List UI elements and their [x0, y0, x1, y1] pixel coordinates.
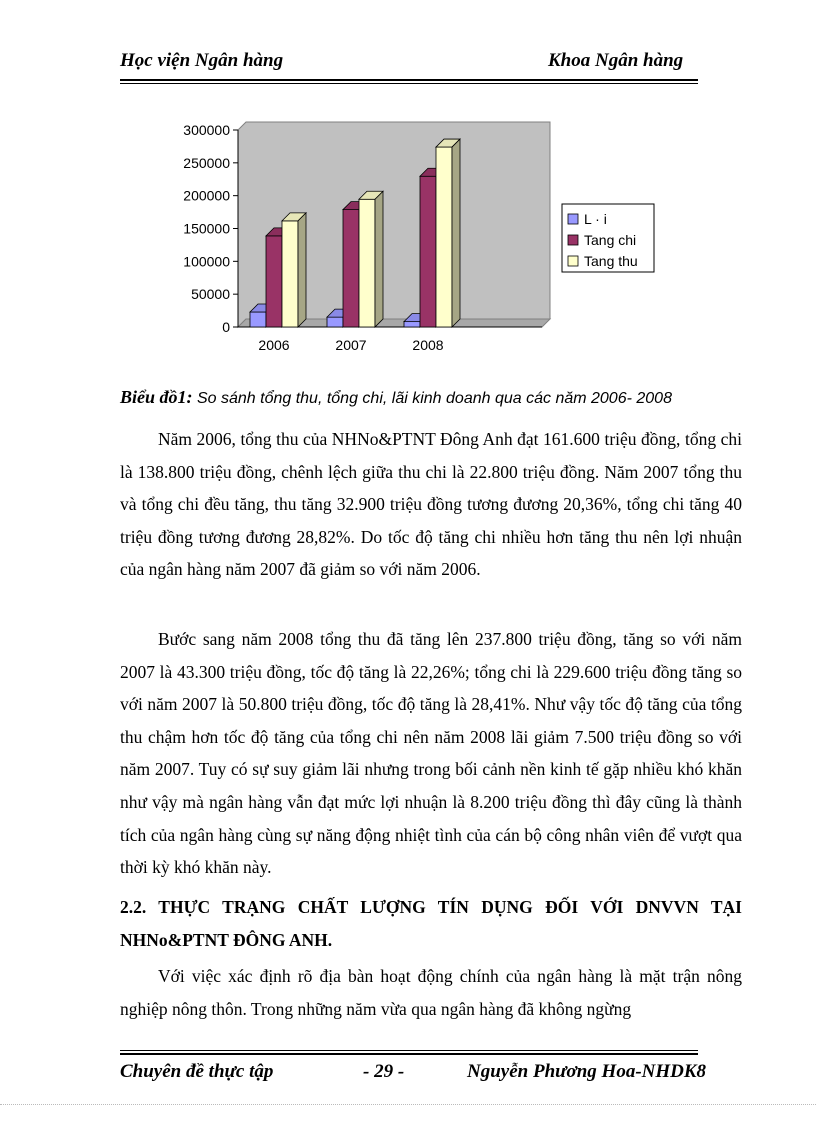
- header-right: Khoa Ngân hàng: [548, 50, 684, 71]
- header-rule-thin: [120, 83, 698, 84]
- page-number: - 29 -: [363, 1061, 405, 1082]
- paragraph-2: Bước sang năm 2008 tổng thu đã tăng lên 237.800 triệu đồng, tăng so với năm 2007 là 43.300 triệu đồng, tốc độ tăng là 22,26%; tổng chi là 229.600 triệu đồng tăng so với năm 2007 là 50.800 triệu đồng, tốc độ tăng là 28,41%. Như vậy tốc độ tăng của tổng thu chậm hơn tốc độ tăng của tổng chi nên năm 2008 lãi giảm 7.500 triệu đồng so với năm 2007. Tuy có sự suy giảm lãi nhưng trong bối cảnh nền kinh tế gặp nhiều khó khăn như vậy mà ngân hàng vẫn đạt mức lợi nhuận là 8.200 triệu đồng thì đây cũng là thành tích của ngân hàng cùng sự năng động nhiệt tình của cán bộ công nhân viên để vượt qua thời kỳ khó khăn này.: [120, 629, 742, 878]
- bar: [404, 322, 420, 327]
- header-rule: [120, 79, 698, 81]
- x-tick-label: 2008: [412, 337, 444, 353]
- header-left: Học viện Ngân hàng: [120, 50, 284, 71]
- bar-side: [375, 191, 383, 327]
- paragraph-3: Với việc xác định rõ địa bàn hoạt động chính của ngân hàng là mặt trận nông nghiệp nông thôn. Trong những năm vừa qua ngân hàng đã không ngừng: [120, 966, 742, 1019]
- y-tick-label: 0: [222, 319, 230, 335]
- section-heading: 2.2. THỰC TRẠNG CHẤT LƯỢNG TÍN DỤNG ĐỐI VỚI DNVVN TẠI NHNo&PTNT ĐÔNG ANH.: [120, 897, 742, 950]
- bar: [436, 147, 452, 327]
- y-tick-label: 250000: [183, 154, 230, 171]
- y-tick-label: 150000: [183, 220, 230, 237]
- footer-rule: [120, 1053, 698, 1055]
- legend-label: Tang thu: [584, 253, 638, 269]
- legend-swatch: [568, 256, 578, 266]
- bar: [327, 317, 343, 327]
- bar: [359, 199, 375, 327]
- paragraph-1: Năm 2006, tổng thu của NHNo&PTNT Đông Anh đạt 161.600 triệu đồng, tổng chi là 138.800 triệu đồng, chênh lệch giữa thu chi là 22.800 triệu đồng. Năm 2007 tổng thu và tổng chi đều tăng, thu tăng 32.900 triệu đồng tương đương 20,36%, tổng chi tăng 40 triệu đồng tương đương 28,82%. Do tốc độ tăng chi nhiều hơn tăng thu nên lợi nhuận của ngân hàng năm 2007 đã giảm so với năm 2006.: [120, 429, 742, 580]
- footer-left: Chuyên đề thực tập: [120, 1061, 274, 1082]
- bar-side: [298, 213, 306, 327]
- y-tick-label: 50000: [191, 286, 230, 303]
- legend-swatch: [568, 214, 578, 224]
- caption-label: Biểu đồ1:: [120, 387, 193, 407]
- bar: [343, 210, 359, 327]
- x-tick-label: 2006: [258, 337, 290, 353]
- y-tick-label: 300000: [183, 122, 230, 138]
- footer-rule-thin: [120, 1050, 698, 1051]
- legend-label: Tang chi: [584, 232, 637, 248]
- chart-caption: [120, 387, 672, 408]
- legend-label: L · i: [584, 211, 607, 227]
- bar-side: [452, 139, 460, 327]
- page-edge: [0, 1104, 816, 1107]
- bar: [282, 221, 298, 327]
- footer-right: Nguyễn Phương Hoa-NHDK8: [467, 1061, 707, 1082]
- legend-swatch: [568, 235, 578, 245]
- x-tick-label: 2007: [335, 337, 367, 353]
- bar: [420, 176, 436, 327]
- bar: [250, 312, 266, 327]
- bar-chart: [170, 118, 670, 368]
- y-tick-label: 100000: [183, 253, 230, 270]
- caption-text: So sánh tổng thu, tổng chi, lãi kinh doanh qua các năm 2006- 2008: [192, 390, 672, 407]
- y-tick-label: 200000: [183, 187, 230, 204]
- bar: [266, 236, 282, 327]
